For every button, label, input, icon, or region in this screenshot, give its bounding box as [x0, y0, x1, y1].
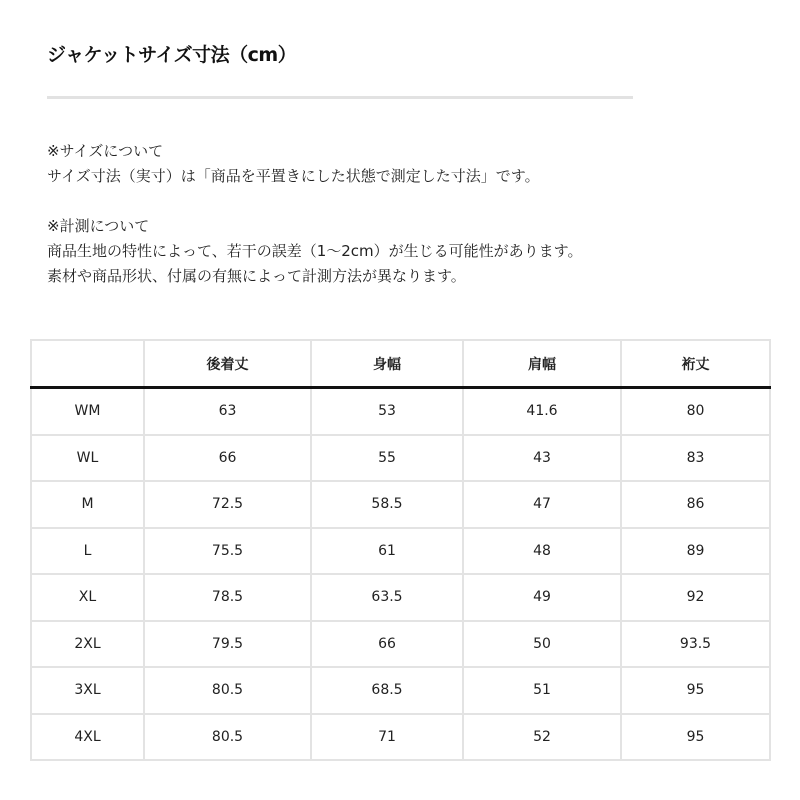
measurement-cell: 83 — [621, 435, 770, 482]
measurement-cell: 58.5 — [311, 481, 463, 528]
size-label-cell: 4XL — [31, 714, 144, 761]
size-label-cell: WM — [31, 388, 144, 435]
header-back-length: 後着丈 — [144, 340, 311, 388]
measure-note-text-2: 素材や商品形状、付属の有無によって計測方法が異なります。 — [47, 267, 466, 285]
measurement-cell: 43 — [463, 435, 621, 482]
size-label-cell: XL — [31, 574, 144, 621]
measurement-cell: 53 — [311, 388, 463, 435]
measurement-cell: 72.5 — [144, 481, 311, 528]
table-row — [31, 574, 770, 621]
table-row — [31, 388, 770, 435]
header-size — [31, 340, 144, 388]
size-label-cell: M — [31, 481, 144, 528]
table-row — [31, 481, 770, 528]
measurement-cell: 68.5 — [311, 667, 463, 714]
measurement-cell: 86 — [621, 481, 770, 528]
measure-note-text-1: 商品生地の特性によって、若干の誤差（1〜2cm）が生じる可能性があります。 — [47, 242, 583, 260]
size-label-cell: WL — [31, 435, 144, 482]
spacer — [47, 189, 582, 214]
measurement-cell: 55 — [311, 435, 463, 482]
measurement-cell: 48 — [463, 528, 621, 575]
size-note-text: サイズ寸法（実寸）は「商品を平置きにした状態で測定した寸法」です。 — [47, 167, 540, 185]
measurement-cell: 66 — [144, 435, 311, 482]
table-header-row — [31, 340, 770, 388]
measurement-cell: 80.5 — [144, 667, 311, 714]
measurement-cell: 51 — [463, 667, 621, 714]
measurement-cell: 93.5 — [621, 621, 770, 668]
measurement-cell: 78.5 — [144, 574, 311, 621]
measurement-cell: 75.5 — [144, 528, 311, 575]
table-row — [31, 528, 770, 575]
header-sleeve-length: 裄丈 — [621, 340, 770, 388]
title-divider — [47, 96, 633, 99]
measurement-cell: 61 — [311, 528, 463, 575]
measurement-cell: 52 — [463, 714, 621, 761]
measurement-cell: 66 — [311, 621, 463, 668]
size-notes — [47, 139, 582, 289]
measurement-cell: 71 — [311, 714, 463, 761]
measurement-cell: 50 — [463, 621, 621, 668]
page-title: ジャケットサイズ寸法（cm） — [47, 44, 297, 66]
measurement-cell: 49 — [463, 574, 621, 621]
measurement-cell: 89 — [621, 528, 770, 575]
measurement-cell: 92 — [621, 574, 770, 621]
measurement-cell: 63 — [144, 388, 311, 435]
size-label-cell: 3XL — [31, 667, 144, 714]
measure-note-heading: ※計測について — [47, 217, 150, 235]
size-table — [30, 339, 771, 761]
table-row — [31, 714, 770, 761]
measurement-cell: 95 — [621, 714, 770, 761]
header-body-width: 身幅 — [311, 340, 463, 388]
size-note-heading: ※サイズについて — [47, 142, 164, 160]
measurement-cell: 47 — [463, 481, 621, 528]
size-label-cell: L — [31, 528, 144, 575]
size-label-cell: 2XL — [31, 621, 144, 668]
measurement-cell: 80.5 — [144, 714, 311, 761]
measurement-cell: 79.5 — [144, 621, 311, 668]
measurement-cell: 95 — [621, 667, 770, 714]
measurement-cell: 41.6 — [463, 388, 621, 435]
measurement-cell: 63.5 — [311, 574, 463, 621]
table-row — [31, 435, 770, 482]
table-row — [31, 621, 770, 668]
header-shoulder-width: 肩幅 — [463, 340, 621, 388]
table-row — [31, 667, 770, 714]
measurement-cell: 80 — [621, 388, 770, 435]
